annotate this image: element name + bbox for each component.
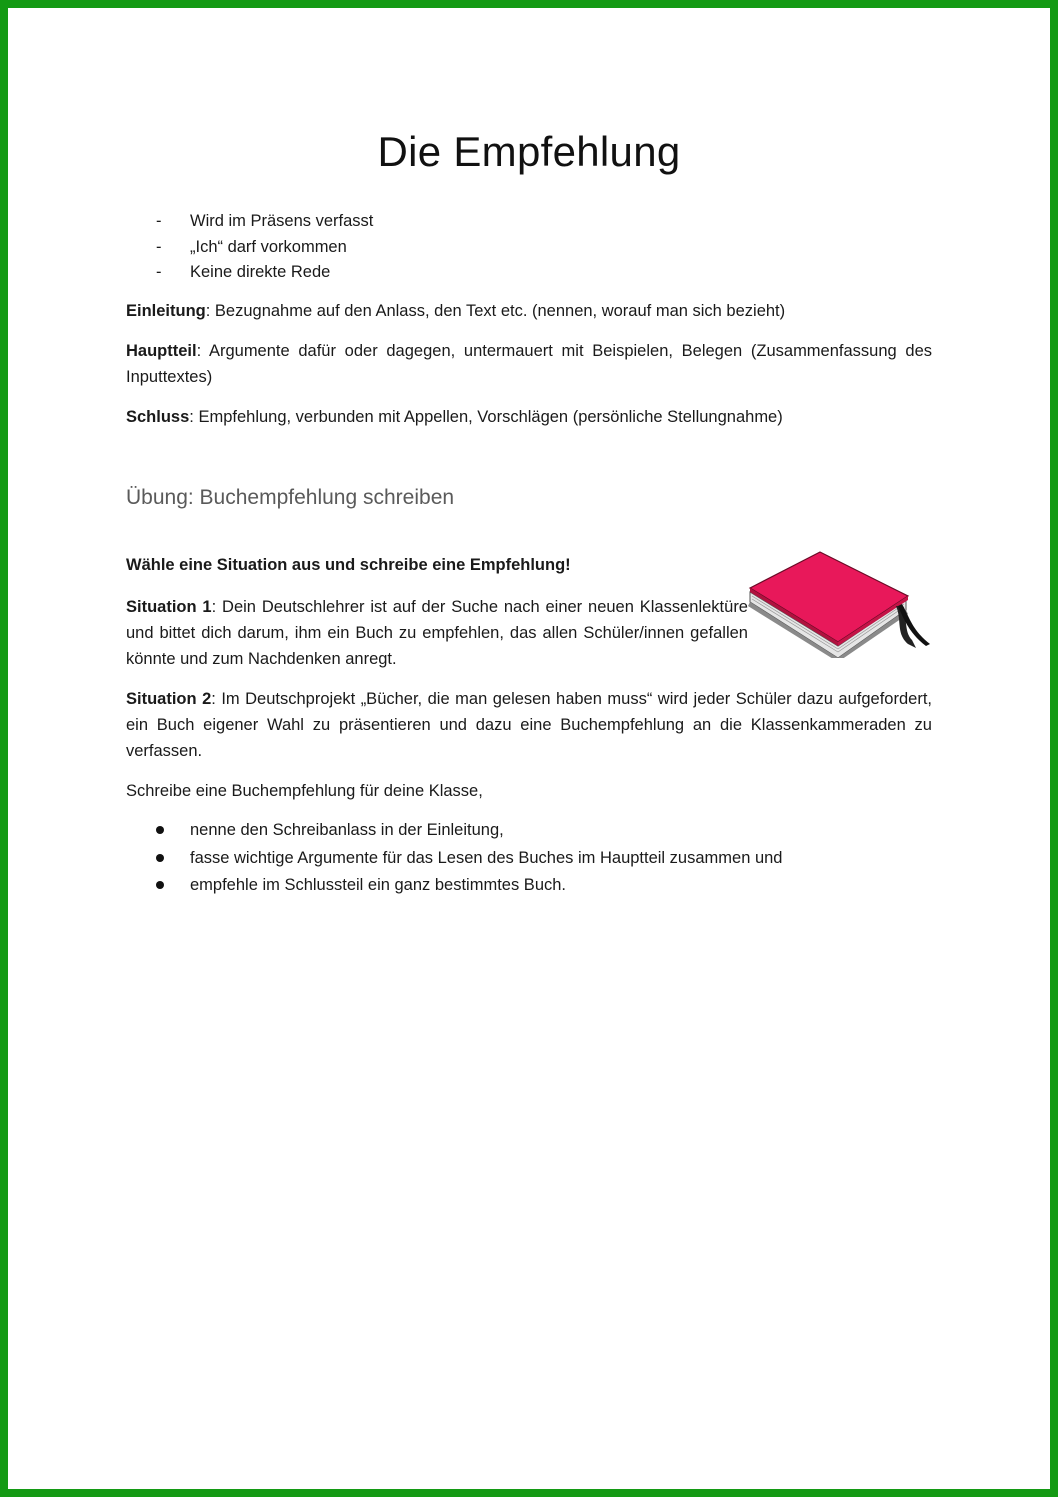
list-item-text: empfehle im Schlussteil ein ganz bestimmtes Buch. — [190, 876, 567, 894]
task-instruction: Wähle eine Situation aus und schreibe eine Empfehlung! — [126, 556, 571, 574]
list-marker: - — [156, 263, 162, 281]
page-title: Die Empfehlung — [377, 128, 681, 175]
bullet-icon — [156, 854, 164, 862]
list-item-text: Keine direkte Rede — [190, 263, 331, 281]
situation-2-text: : Im Deutschprojekt „Bücher, die man gelesen haben muss“ wird jeder Schüler dazu aufgefordert, ein Buch eigener Wahl zu präsentieren und dazu eine Buchempfehlung an die Klassenkammeraden zu verfassen. — [126, 690, 932, 760]
exercise-heading: Übung: Buchempfehlung schreiben — [126, 486, 455, 509]
situation-2-label: Situation 2 — [126, 690, 212, 708]
bullet-icon — [156, 881, 164, 889]
hauptteil-paragraph — [126, 338, 932, 390]
instruction-paragraph: Schreibe eine Buchempfehlung für deine Klasse, — [126, 782, 483, 800]
schluss-text: : Empfehlung, verbunden mit Appellen, Vorschlägen (persönliche Stellungnahme) — [189, 408, 783, 426]
situation-1-text: : Dein Deutschlehrer ist auf der Suche nach einer neuen Klassenlektüre und bittet dich darum, ihm ein Buch zu empfehlen, das allen Schüler/innen gefallen könnte und zum Nachdenken anregt. — [126, 598, 748, 668]
schluss-label: Schluss — [126, 408, 190, 426]
einleitung-text: : Bezugnahme auf den Anlass, den Text etc. (nennen, worauf man sich bezieht) — [205, 302, 786, 320]
list-item-text: „Ich“ darf vorkommen — [190, 237, 347, 256]
schluss-paragraph — [126, 404, 932, 430]
situation-1-paragraph — [126, 594, 748, 672]
list-marker: - — [156, 237, 162, 256]
situation-2-paragraph — [126, 686, 932, 764]
hauptteil-text: : Argumente dafür oder dagegen, untermauert mit Beispielen, Belegen (Zusammenfassung des Inputtextes) — [126, 342, 932, 386]
list-item-text: nenne den Schreibanlass in der Einleitung, — [190, 821, 504, 839]
list-marker: - — [156, 212, 162, 230]
hauptteil-label: Hauptteil — [126, 342, 197, 360]
list-item-text: fasse wichtige Argumente für das Lesen des Buches im Hauptteil zusammen und — [190, 848, 783, 867]
einleitung-label: Einleitung — [126, 302, 206, 320]
bullet-icon — [156, 826, 164, 834]
einleitung-paragraph — [126, 298, 932, 324]
list-item-text: Wird im Präsens verfasst — [190, 212, 374, 230]
situation-1-label: Situation 1 — [126, 598, 212, 616]
book-icon — [746, 548, 936, 658]
